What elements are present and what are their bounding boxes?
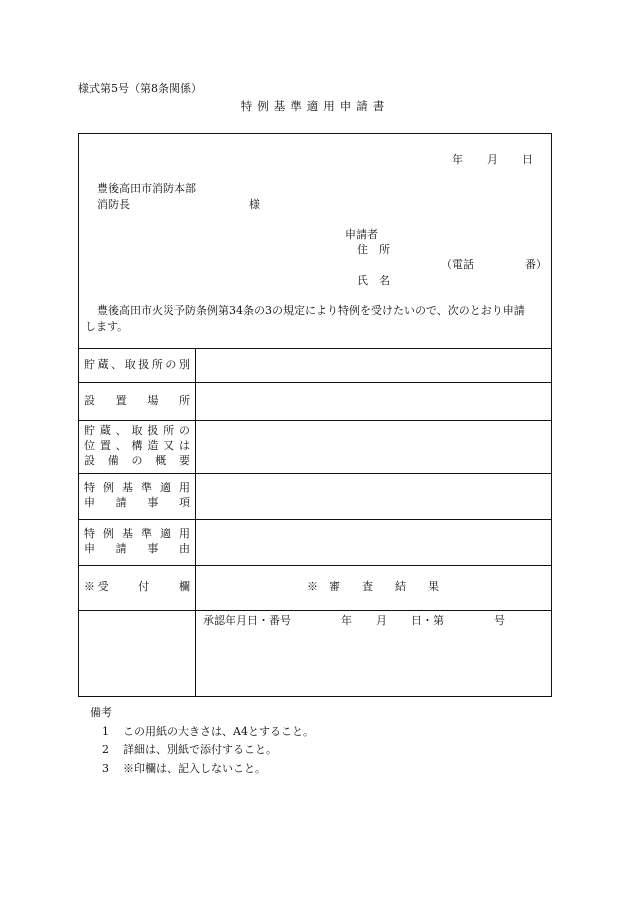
- row-divider: [79, 610, 551, 611]
- form-number: 様式第5号（第8条関係）: [78, 82, 202, 95]
- label-items-line2: 申 請 事 項: [84, 496, 190, 509]
- body-text-line2: します。: [85, 320, 129, 333]
- row-divider: [79, 420, 551, 421]
- label-reception: ※受 付 欄: [84, 580, 190, 593]
- label-reason-line1: 特例基準適用: [84, 527, 190, 540]
- applicant-label: 申請者: [345, 228, 378, 241]
- label-overview-line2: 位置、構造又は: [84, 439, 190, 452]
- approval-month: 月: [376, 614, 387, 627]
- remark-text: 詳細は、別紙で添付すること。: [123, 743, 277, 757]
- label-review-result: ※ 審 査 結 果: [307, 580, 439, 593]
- label-storage-type: 貯蔵、取扱所の別: [84, 358, 190, 371]
- application-form-table: [78, 133, 552, 697]
- date-month: 月: [487, 153, 498, 166]
- name-label: 氏 名: [357, 274, 390, 287]
- approval-day: 日・第: [411, 614, 444, 627]
- row-divider: [79, 382, 551, 383]
- row-divider: [79, 519, 551, 520]
- column-divider: [195, 348, 196, 696]
- approval-number: 号: [494, 614, 505, 627]
- row-divider: [79, 348, 551, 349]
- remark-text: ※印欄は、記入しないこと。: [123, 761, 266, 775]
- phone-close: 番）: [525, 258, 547, 271]
- approval-year: 年: [341, 614, 352, 627]
- label-overview-line1: 貯蔵、取扱所の: [84, 424, 190, 437]
- row-divider: [79, 473, 551, 474]
- remark-item: [90, 725, 314, 738]
- label-items-line1: 特例基準適用: [84, 481, 190, 494]
- remark-item: [90, 743, 314, 756]
- remark-number: 2: [102, 743, 109, 757]
- address-label: 住 所: [357, 243, 390, 256]
- document-title: 特例基準適用申請書: [240, 99, 390, 113]
- phone-open: （電話: [441, 258, 474, 271]
- row-divider: [79, 565, 551, 566]
- addressee-line1: 豊後高田市消防本部: [97, 182, 196, 195]
- label-location: 設 置 場 所: [84, 394, 190, 407]
- addressee-line2: 消防長: [97, 198, 130, 211]
- remark-text: この用紙の大きさは、A4とすること。: [123, 725, 314, 739]
- date-year: 年: [452, 153, 463, 166]
- remarks-section: [90, 706, 314, 775]
- date-day: 日: [522, 153, 533, 166]
- honorific: 様: [249, 198, 260, 211]
- remark-number: 1: [102, 725, 109, 739]
- body-text-line1: 豊後高田市火災予防条例第34条の3の規定により特例を受けたいので、次のとおり申請: [97, 304, 525, 317]
- remark-number: 3: [102, 761, 109, 775]
- approval-date-label: 承認年月日・番号: [203, 614, 291, 627]
- remark-item: [90, 762, 314, 775]
- label-overview-line3: 設 備 の 概 要: [84, 454, 190, 467]
- remarks-title: 備考: [90, 706, 112, 719]
- label-reason-line2: 申 請 事 由: [84, 542, 190, 555]
